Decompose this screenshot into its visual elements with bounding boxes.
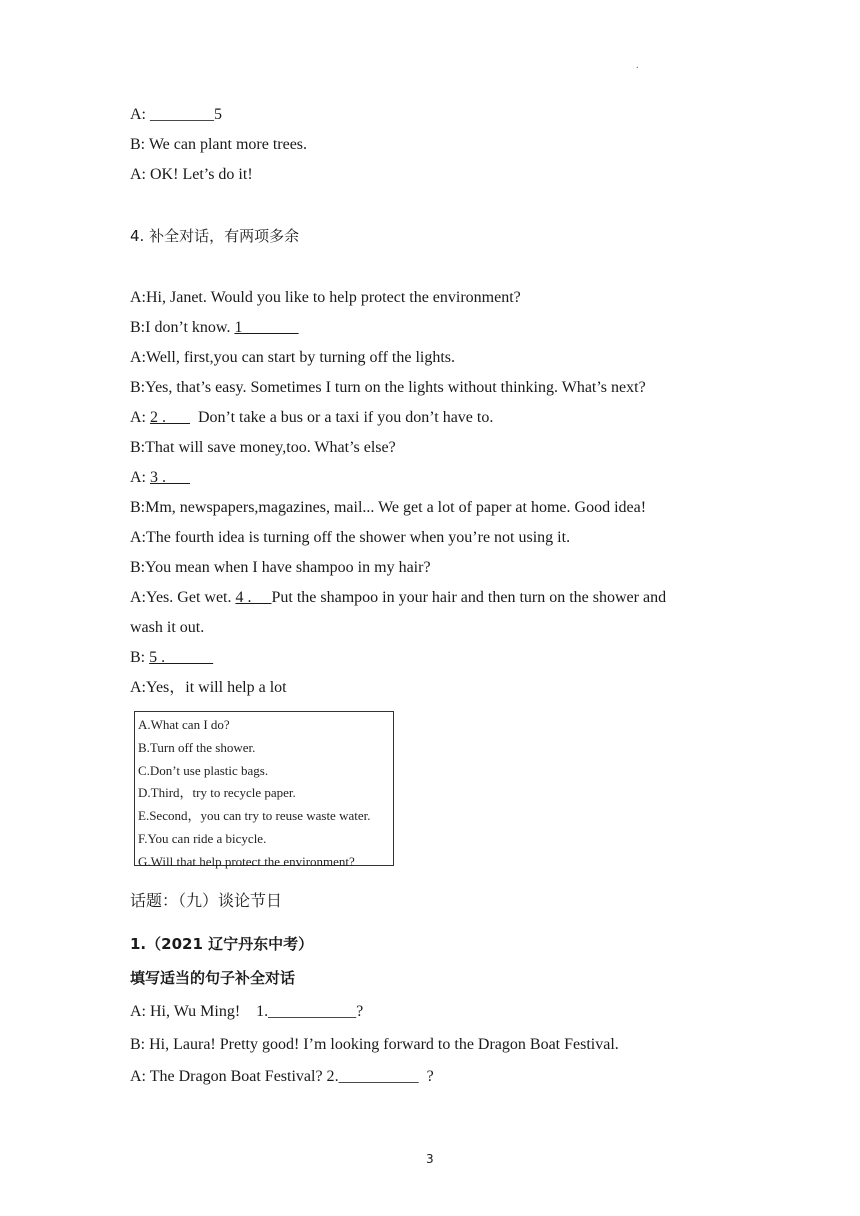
blank: .___________ — [264, 1003, 357, 1020]
line-text: B:I don’t know. — [130, 319, 235, 336]
option-item: C.Don’t use plastic bags. — [138, 762, 269, 778]
option-item: F.You can ride a bicycle. — [138, 830, 267, 846]
option-item: G.Will that help protect the environment? — [138, 853, 355, 869]
line-text: Put the shampoo in your hair and then turn on the shower and — [271, 589, 667, 606]
dialogue-line: A:Well, first,you can start by turning off the lights. — [130, 349, 456, 366]
dialogue-line — [130, 318, 298, 338]
dialogue-line: B:That will save money,too. What’s else? — [130, 439, 396, 456]
line-text: Don’t take a bus or a taxi if you don’t have to. — [190, 409, 494, 426]
dialogue-line: B:You mean when I have shampoo in my hair? — [130, 559, 431, 576]
dialogue-line: B:Yes, that’s easy. Sometimes I turn on the lights without thinking. What’s next? — [130, 379, 646, 396]
blank: .__________ — [334, 1068, 419, 1085]
line-text: A: Hi, Wu Ming! 1 — [130, 1003, 265, 1020]
line-text: A: The Dragon Boat Festival? 2 — [130, 1068, 335, 1085]
line-text: A: — [130, 409, 150, 426]
question-instruction: 填写适当的句子补全对话 — [130, 969, 296, 987]
dialogue-line: B: We can plant more trees. — [130, 136, 308, 153]
line-text: ? — [418, 1068, 434, 1085]
blank: 3 . — [150, 469, 190, 486]
dialogue-line — [130, 1067, 434, 1087]
line-text: ? — [356, 1003, 364, 1020]
option-item: A.What can I do? — [138, 717, 230, 732]
dialogue-line — [130, 588, 666, 608]
dialogue-line: wash it out. — [130, 619, 205, 636]
dialogue-line: A:Hi, Janet. Would you like to help protect the environment? — [130, 289, 521, 306]
topic-heading: 话题：（九）谈论节日 — [130, 891, 283, 910]
options-box — [134, 711, 394, 869]
top-mark: . — [636, 60, 639, 71]
dialogue-line — [130, 468, 190, 488]
blank: 2 . — [150, 409, 190, 426]
dialogue-line — [130, 648, 213, 668]
blank: 4 . — [235, 589, 272, 606]
blank: 5 . — [149, 649, 214, 666]
dialogue-line: A: OK! Let’s do it! — [130, 166, 253, 183]
dialogue-line — [130, 1002, 363, 1022]
section-heading: 4. 补全对话，有两项多余 — [130, 227, 300, 245]
line-text: A: — [130, 469, 150, 486]
line-text: A:Yes. Get wet. — [130, 589, 236, 606]
dialogue-line: A:The fourth idea is turning off the shower when you’re not using it. — [130, 529, 571, 546]
dialogue-line: B:Mm, newspapers,magazines, mail... We get a lot of paper at home. Good idea! — [130, 499, 647, 516]
dialogue-line — [130, 105, 222, 125]
option-item: B.Turn off the shower. — [138, 739, 256, 755]
dialogue-line: A:Yes，it will help a lot — [130, 679, 287, 696]
dialogue-line: B: Hi, Laura! Pretty good! I’m looking forward to the Dragon Boat Festival. — [130, 1036, 619, 1053]
page-number: 3 — [426, 1152, 434, 1166]
dialogue-line — [130, 408, 493, 428]
question-heading: 1.（2021 辽宁丹东中考） — [130, 935, 314, 953]
line-text: B: — [130, 649, 150, 666]
option-item: E.Second，you can try to reuse waste water. — [138, 808, 371, 824]
blank: 1_______ — [234, 319, 299, 336]
option-item: D.Third，try to recycle paper. — [138, 785, 296, 801]
blank: ________5 — [150, 106, 222, 123]
line-text: A: — [130, 106, 150, 123]
